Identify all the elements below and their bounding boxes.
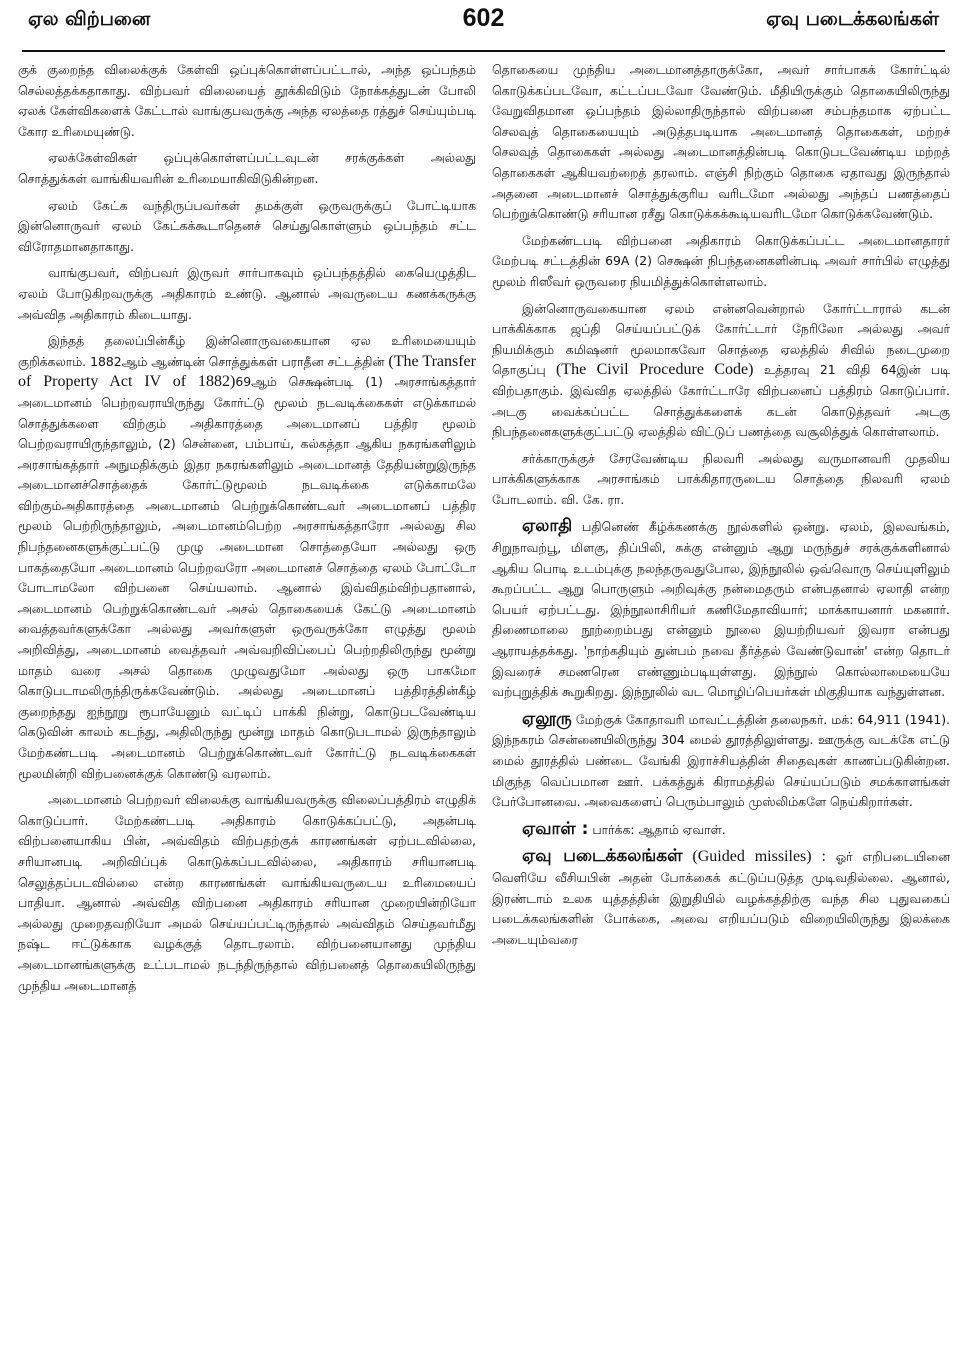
paragraph: வாங்குபவர், விற்பவர் இருவர் சார்பாகவும் ஒப்பந்தத்தில் கையெழுத்திட ஏலம் போடுகிறவருக்கு அதிகாரம் உண்டு. ஆனால் அவருடைய கணக்கருக்கு அவ்வித அதிகாரம் கிடையாது. [18, 265, 476, 322]
page-number: 602 [462, 4, 505, 32]
english-citation: (The Transfer of Property Act IV of 1882) [18, 352, 476, 391]
page-header [0, 0, 967, 56]
entry-headword: ஏவாள் : [522, 818, 589, 839]
paragraph-text: 69ஆம் செக்ஷன்படி (1) அரசாங்கத்தார் அடைமானம் பெற்றவராயிருந்து கோர்ட்டு மூலம் நடவடிக்கைகள் எடுக்காமல் சொத்துக்களை விற்கும் அதிகாரத்தை அடைமானப் பத்திர மூலம் பெற்றவராயிருந்தாலும், (2) சென்னை, பம்பாய், கல்கத்தா ஆகிய நகரங்களிலும் அரசாங்கத்தார் அநுமதிக்கும் இதர நகரங்களிலும் அடைமானத் தேதியன்றுஇருந்த அடைமானச்சொத்தைக் கோர்ட்டுமூலம் நடவடிக்கை எடுக்காமலே விற்கும்அதிகாரத்தை அடைமானம் பெற்றுக்கொண்டவர் அடைமானப் பத்திர மூலம் பெற்றிருந்தாலும், அடைமானம்பெற்ற அரசாங்கத்தாரோ அல்லது சில நிபந்தனைகளுக்குட்பட்டு முழு அடைமான சொத்தையோ அல்லது ஒரு பாகத்தையோ அடைமானம் பெற்றவரோ அடைமானச் சொத்தை ஏலம் போட்டோ போடாமலோ விற்பனை செய்யலாம். ஆனால் இவ்விதம்விற்பதானால், அடைமானம் பெற்றுக்கொண்டவர் அசல் தொகையைக் கேட்டு அடைமானம் வைத்தவர்களுக்கோ அல்லது அவர்களுள் ஒருவருக்கோ எழுத்து மூலம் அறிவித்து, அடைமானம் வைத்தவர் அவ்வறிவிப்பைப் பெற்றதிலிருந்து மூன்று மாதம் வரை அசல் தொகை முழுவதுமோ அல்லது ஒரு பாகமோ கொடுபடாமலிருந்திருக்கவேண்டும். அல்லது அடைமானப் பத்திரத்தின்கீழ் குறைந்தது ஐந்நூறு ரூபாயேனும் வட்டிப் பாக்கி நின்று, கொடுபடவேண்டிய கெடுவின் காலம் கடந்து, அதிலிருந்து மூன்று மாதம் கொடுபடாமல் இருந்தாலும் மேற்கண்டபடி அடைமானம் பெற்றுக்கொண்டவர் கோர்ட்டு நடவடிக்கைகள் மூலமின்றி விற்பனைக்குக் கொண்டு வரலாம். [18, 374, 476, 781]
paragraph-text: உத்தரவு 21 விதி 64இன் படி விற்பதாகும். இவ்வித ஏலத்தில் கோர்ட்டாரே விற்பனைப் பத்திரம் கொடுப்பார். அடகு வைக்கப்பட்ட சொத்துக்களைக் கடன் கொடுத்தவர் அடகு நிபந்தனைகளுக்குட்பட்டு ஏலத்தில் விட்டுப் பணத்தை வசூலித்துக் கொள்ளலாம். [492, 362, 950, 440]
entry-text: பதினெண் கீழ்க்கணக்கு நூல்களில் ஒன்று. ஏலம், இலவங்கம், சிறுநாவற்பூ, மிளகு, திப்பிலி, சுக்கு என்னும் ஆறு மருந்துச் சரக்குக்களினால் ஆகிய பொடி உடம்புக்கு நலந்தருவதுபோல, இந்நூலில் ஒவ்வொரு செய்யுளிலும் கூறப்பட்ட ஆறு பொருளும் அறிவுக்கு நன்மைதரும் என்பதனால் ஏலாதி என்ற பெயர் ஏற்பட்டது. இந்நூலாசிரியர் கணிமேதாவியார்; மாக்காயனார் மகனார். திணைமாலை நூற்றைம்பது என்னும் நூலை இயற்றியவர் இவரா என்பது ஆராயத்தக்கது. 'நாற்கதியும் துன்பம் நவை தீர்த்தல் வேண்டுவான்' என்ற தொடர் இவரைச் சமணரென எண்ணும்படியுள்ளது. இந்நூல் கொல்லாமையையே வற்புறுத்திக் கூறுகிறது. இந்நூலில் வட மொழிப்பெயர்கள் மிகுதியாக வந்துள்ளன. [492, 519, 950, 700]
entry-headword: ஏலூரு [522, 708, 572, 729]
running-head-left: ஏல விற்பனை [28, 8, 151, 30]
paragraph [492, 299, 950, 443]
entry-guided-missiles [492, 846, 950, 950]
entry-text: ஓர் எறிபடையினை வெளியே வீசியபின் அதன் போக்கைக் கட்டுப்படுத்த முடிவதில்லை. ஆனால், இரண்டாம் உலக யுத்தத்தின் இறுதியில் வழக்கத்திற்கு வந்த சில புதுவகைப் படைக்கலங்களின் போக்கை, அவை எறியப்படும் விறையிலிருந்து இலக்கை அடையும்வரை [492, 849, 951, 947]
entry-text: மேற்குக் கோதாவரி மாவட்டத்தின் தலைநகர். மக்: 64,911 (1941). இந்நகரம் சென்னையிலிருந்து 304 மைல் தூரத்திலுள்ளது. ஊருக்கு வடக்கே எட்டு மைல் தூரத்தில் பண்டை வேங்கி இராச்சியத்தின் சிதைவுகள் காணப்படுகின்றன. மிகுந்த வெப்பமான ஊர். பக்கத்துக் கிராமத்தில் செய்யப்படும் சமக்காளங்கள் பேர்போனவை. அவைகளைப் பெரும்பாலும் முஸ்லிம்களே நெய்கிறார்கள். [492, 711, 950, 810]
entry-english-term: (Guided missiles) : [682, 848, 826, 866]
paragraph-text: இன்னொருவகையான ஏலம் என்னவென்றால் கோர்ட்டாரால் கடன் பாக்கிக்காக ஜப்தி செய்யப்பட்டுக் கோர்ட்டார் நேரிலோ அல்லது அவர் நியமிக்கும் கமிஷனர் மூலமாகவோ சொத்தை ஏலத்தில் சிவில் நடைமுறை தொகுப்பு [492, 300, 950, 378]
left-column [18, 60, 476, 1002]
entry-evaal [492, 819, 950, 841]
paragraph: ஏலம் கேட்க வந்திருப்பவர்கள் தமக்குள் ஒருவருக்குப் போட்டியாக இன்னொருவர் ஏலம் கேட்கக்கூடாதெனச் செய்துகொள்ளும் ஒப்பந்தம் சட்ட விரோதமானதாகாது. [18, 197, 476, 254]
running-head-right: ஏவு படைக்கலங்கள் [766, 8, 939, 30]
right-column [492, 60, 950, 956]
paragraph: அடைமானம் பெற்றவர் விலைக்கு வாங்கியவருக்கு விலைப்பத்திரம் எழுதிக் கொடுப்பார். மேற்கண்டபடி அதிகாரம் கொடுக்கப்பட்டு, அதன்படி விற்பனையாகிய பின், அவ்விதம் விற்பதற்குக் காரணங்கள் ஏற்படவில்லை, சரியானபடி அறிவிப்புக் கொடுக்கப்படவில்லை, அதிகாரம் சரியானபடி செலுத்தப்படவில்லை என்ற காரணங்கள் வாங்கியவருடைய உரிமையைப் பாதியா. ஆனால் அவ்வித விற்பனை அதிகாரம் சரியான முறையின்றியோ அல்லது முறைதவறியோ அமல் செய்யப்பட்டிருந்தால் அவ்விதம் செய்தவர்மீது நஷ்ட ஈட்டுக்காக வழக்குத் தொடரலாம். விற்பனையானது முந்திய அடைமானங்களுக்கு உட்படாமல் நடந்திருந்தால் விற்பனைத் தொகையிலிருந்து முந்திய அடைமானத் [18, 792, 476, 993]
entry-elathi [492, 516, 950, 702]
entry-headword: ஏவு படைக்கலங்கள் [522, 846, 683, 867]
entry-eluru [492, 709, 950, 813]
paragraph: சர்க்காருக்குச் சேரவேண்டிய நிலவரி அல்லது வருமானவரி முதலிய பாக்கிகளுக்காக அரசாங்கம் பாக்கிதாரருடைய சொத்தை நிலவரி ஏலம் போடலாம். வி. கே. ரா. [492, 450, 950, 507]
paragraph: தொகையை முந்திய அடைமானத்தாருக்கோ, அவர் சார்பாகக் கோர்ட்டில் கொடுக்கப்படவோ, கட்டப்படவோ வேண்டும். மீதியிருக்கும் தொகையிலிருந்து வேறுவிதமான ஒப்பந்தம் இல்லாதிருந்தால் விற்பனை சம்பந்தமாக ஏற்பட்ட செலவுத் தொகையையும் அடுத்தபடியாக அடைமானத் தொகைகள், மற்றச் செலவுத் தொகைகள் அல்லது அடைமானத்தின்படி கொடுபடவேண்டிய மற்றத் தொகைகள் ஆகியவற்றைத் தரலாம். எஞ்சி நிற்கும் தொகை ஏதாவது இருந்தால் அதனை அடைமானச் சொத்துக்குரிய வரிடமோ அல்லது அந்தப் பணத்தைப் பெற்றுக்கொண்டு சரியான ரசீது கொடுக்கக்கூடியவரிடமோ கொடுக்கவேண்டும். [492, 62, 950, 222]
paragraph: ஏலக்கேள்விகள் ஒப்புக்கொள்ளப்பட்டவுடன் சரக்குக்கள் அல்லது சொத்துக்கள் வாங்கியவரின் உரிமையாகிவிடுகின்றன. [18, 150, 476, 186]
paragraph [18, 331, 476, 784]
paragraph-text: இந்தத் தலைப்பின்கீழ் இன்னொருவகையான ஏல உரிமையையும் குறிக்கலாம். 1882ஆம் ஆண்டின் சொத்துக்கள் பராதீன சட்டத்தின் [18, 333, 476, 369]
entry-headword: ஏலாதி [522, 516, 573, 537]
entry-text: பார்க்க: ஆதாம் ஏவாள். [588, 821, 726, 837]
paragraph: மேற்கண்டபடி விற்பனை அதிகாரம் கொடுக்கப்பட்ட அடைமானதாரர் மேற்படி சட்டத்தின் 69A (2) செக்ஷன் நிபந்தனைகளின்படி அவர் சார்பில் எழுத்து மூலம் ரிஸீவர் ஒருவரை நியமித்துக்கொள்ளலாம். [492, 232, 950, 289]
header-rule [22, 50, 945, 52]
english-citation: (The Civil Procedure Code) [555, 361, 754, 379]
paragraph: குக் குறைந்த விலைக்குக் கேள்வி ஒப்புக்கொள்ளப்பட்டால், அந்த ஒப்பந்தம் செல்லத்தக்கதாகாது. விற்பவர் விலையைத் தூக்கிவிடும் நோக்கத்துடன் போலி ஏலக் கேள்விகளைக் கேட்டால் வாங்குபவருக்கு அந்த ஏலத்தை ரத்துச் செய்யும்படி கோர உரிமையுண்டு. [18, 62, 476, 139]
